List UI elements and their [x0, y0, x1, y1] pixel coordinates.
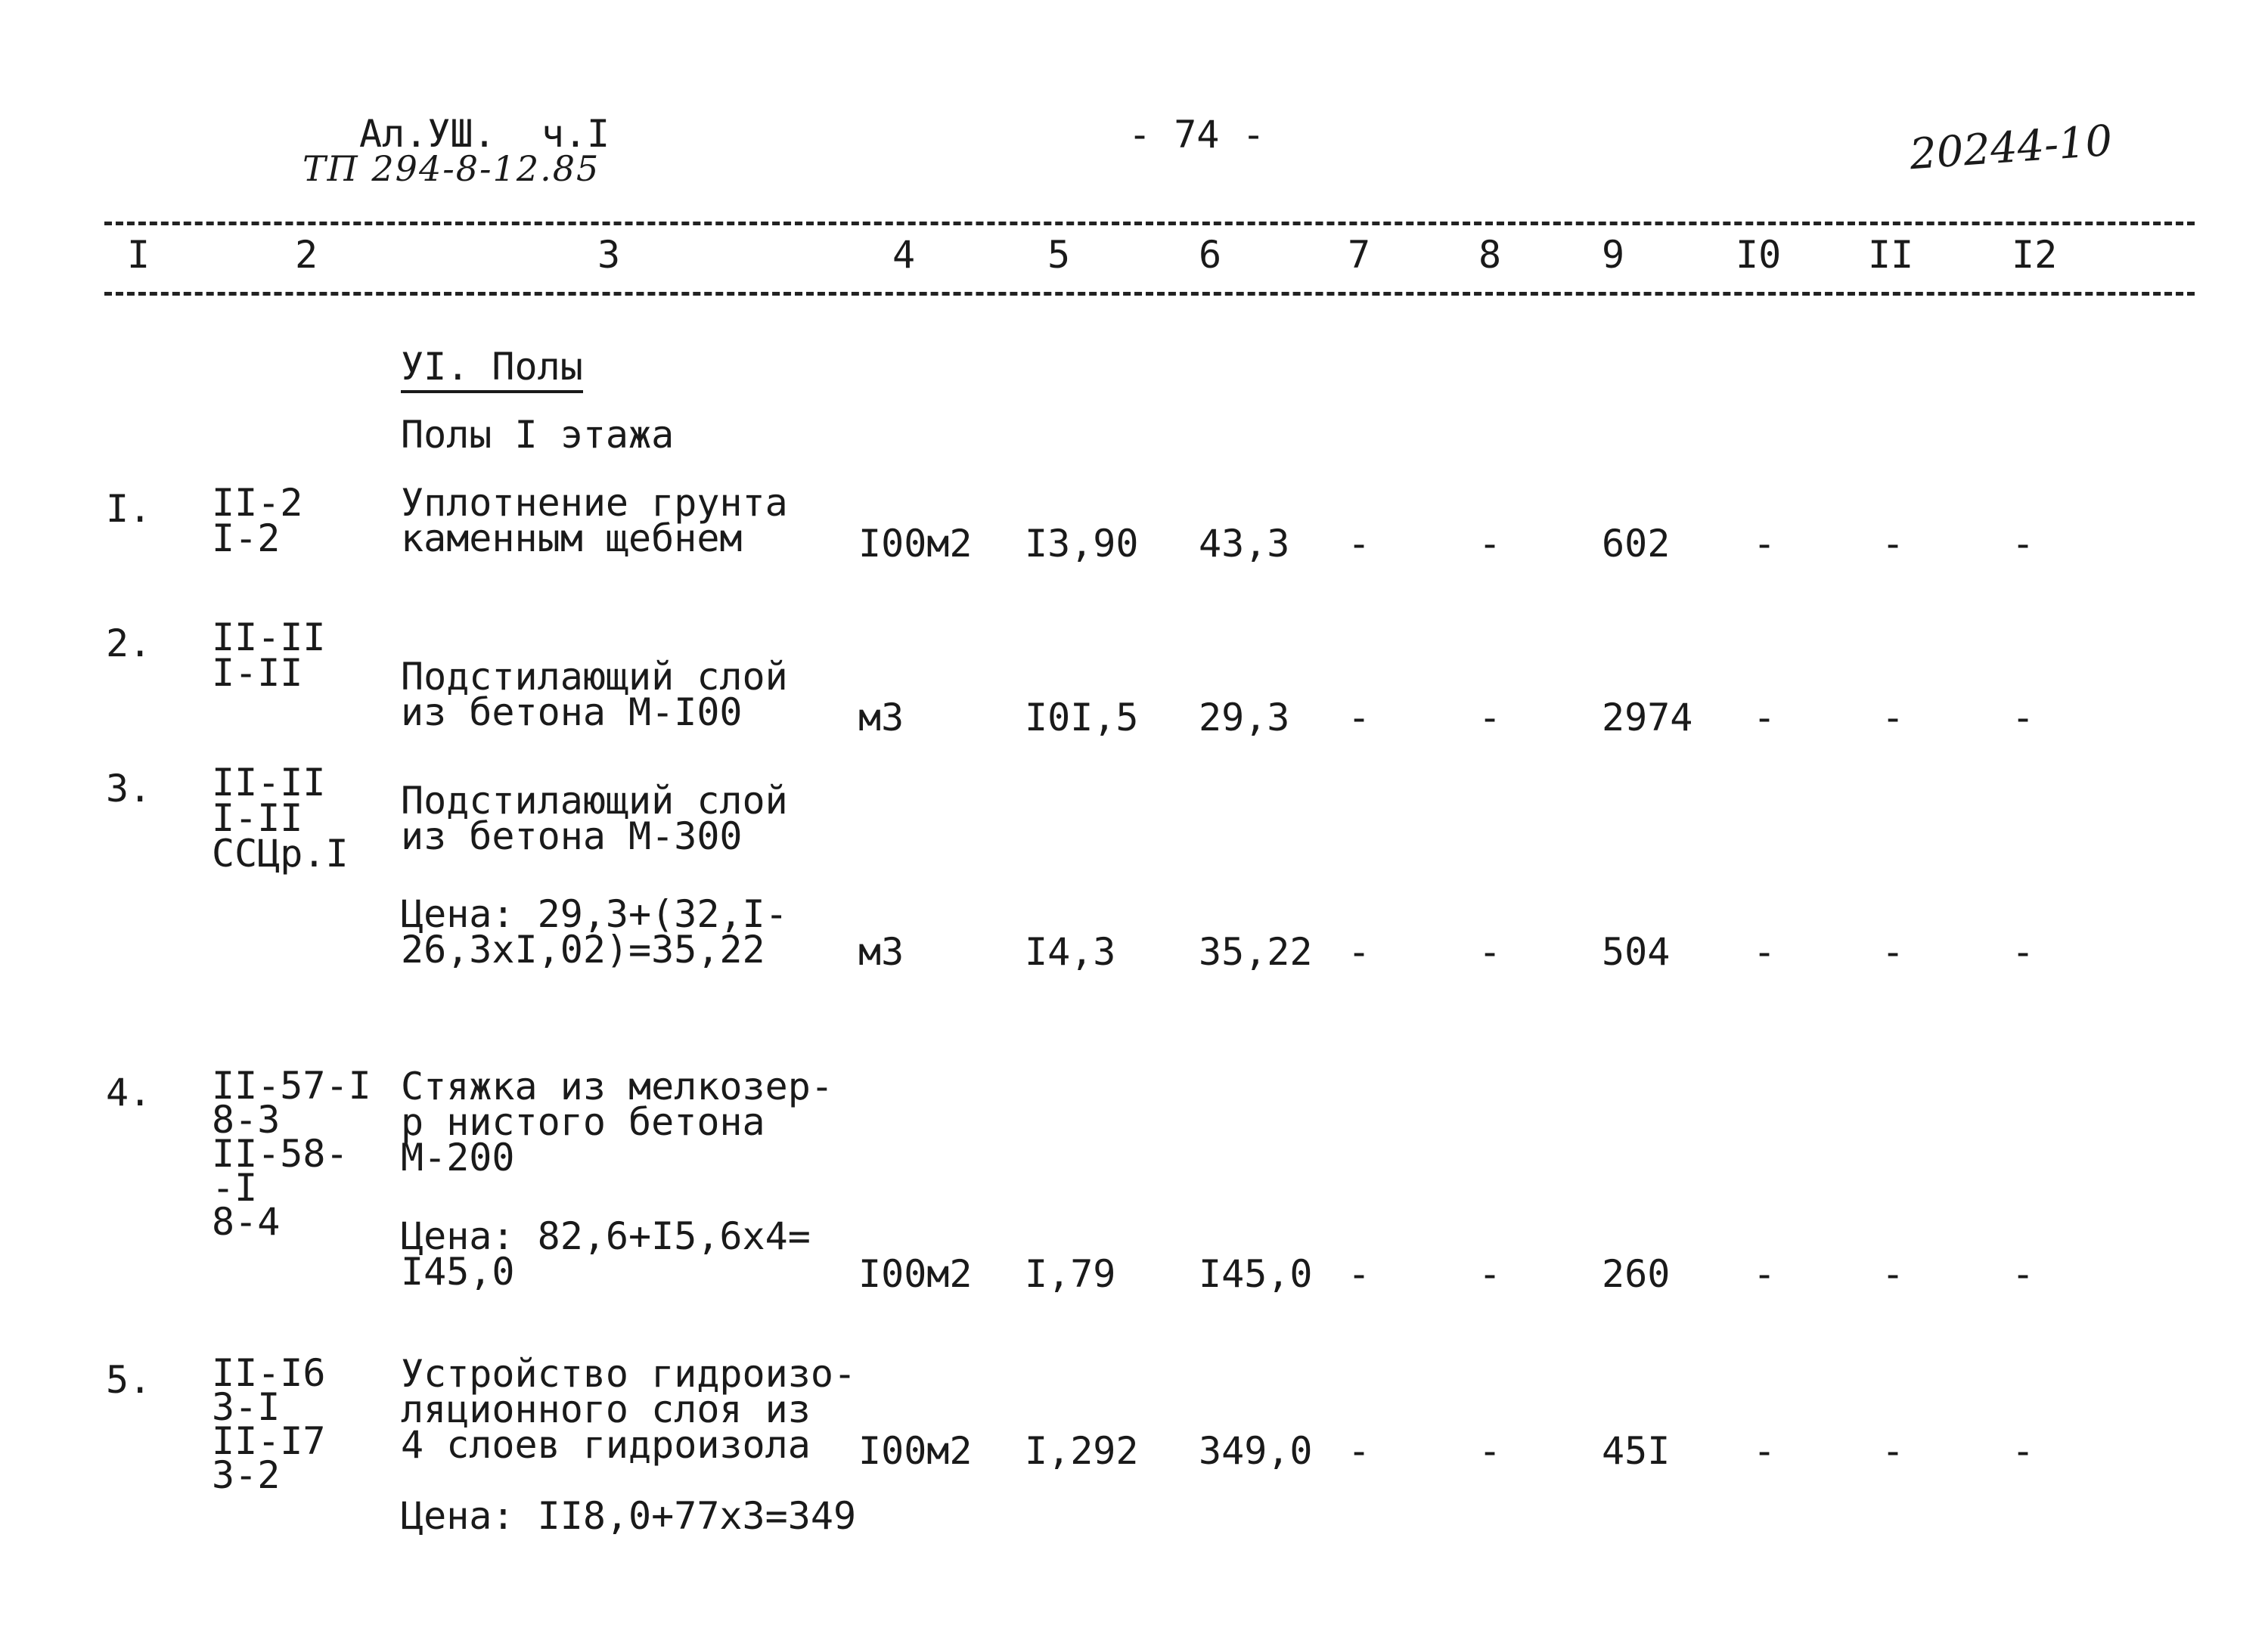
row-col10: -	[1753, 696, 1776, 739]
section-subtitle: Полы I этажа	[401, 413, 675, 457]
row-col11: -	[1882, 522, 1905, 566]
row-description: Подстилающий слой из бетона М-300	[401, 779, 788, 858]
column-header-10: I0	[1736, 233, 1782, 277]
row-number: I.	[106, 487, 152, 531]
row-total: 2974	[1602, 696, 1693, 739]
row-col7: -	[1348, 696, 1371, 739]
project-code: ТП 294-8-12.85	[303, 148, 600, 189]
row-col7: -	[1348, 1429, 1371, 1473]
row-col8: -	[1478, 696, 1502, 739]
column-header-7: 7	[1348, 233, 1371, 277]
row-description: Стяжка из мелкозер- р нистого бетона М-200	[401, 1065, 833, 1180]
row-number: 5.	[106, 1358, 152, 1402]
row-codes: II-2 I-2	[212, 481, 303, 560]
column-header-5: 5	[1047, 233, 1071, 277]
row-col10: -	[1753, 522, 1776, 566]
row-price-note: Цена: II8,0+77х3=349	[401, 1494, 857, 1538]
row-col10: -	[1753, 1252, 1776, 1296]
column-header-6: 6	[1199, 233, 1222, 277]
row-number: 2.	[106, 622, 152, 665]
row-unit: I00м2	[858, 1429, 973, 1473]
album-label: Ал.УШ. ч.I	[359, 112, 610, 156]
column-header-8: 8	[1478, 233, 1502, 277]
row-unit: I00м2	[858, 1252, 973, 1296]
row-col12: -	[2012, 696, 2035, 739]
row-quantity: I4,3	[1025, 930, 1116, 974]
row-codes: II-II I-II	[212, 615, 326, 695]
row-price-note: Цена: 29,3+(32,I- 26,3хI,02)=35,22	[401, 892, 788, 972]
row-price: 29,3	[1199, 696, 1290, 739]
row-col7: -	[1348, 930, 1371, 974]
row-col10: -	[1753, 930, 1776, 974]
row-price-note: Цена: 82,6+I5,6х4= I45,0	[401, 1214, 811, 1294]
column-header-1: I	[127, 233, 150, 277]
row-col7: -	[1348, 1252, 1371, 1296]
row-quantity: I3,90	[1025, 522, 1139, 566]
header-rule-top	[104, 222, 2195, 225]
column-header-4: 4	[892, 233, 916, 277]
row-number: 3.	[106, 767, 152, 811]
row-codes: II-I6 3-I II-I7 3-2	[212, 1351, 326, 1497]
row-price: I45,0	[1199, 1252, 1313, 1296]
row-price: 349,0	[1199, 1429, 1313, 1473]
row-codes: II-II I-II ССЦр.I	[212, 761, 349, 876]
row-col11: -	[1882, 930, 1905, 974]
row-quantity: I,79	[1025, 1252, 1116, 1296]
row-unit: м3	[858, 930, 904, 974]
column-header-12: I2	[2012, 233, 2058, 277]
column-header-3: 3	[597, 233, 621, 277]
row-unit: м3	[858, 696, 904, 739]
row-quantity: I,292	[1025, 1429, 1139, 1473]
section-title: УI. Полы	[401, 348, 583, 393]
page-number: - 74 -	[1128, 113, 1265, 157]
row-col12: -	[2012, 522, 2035, 566]
row-col7: -	[1348, 522, 1371, 566]
row-quantity: I0I,5	[1025, 696, 1139, 739]
row-unit: I00м2	[858, 522, 973, 566]
column-header-2: 2	[295, 233, 318, 277]
row-description: Уплотнение грунта каменным щебнем	[401, 481, 788, 560]
row-number: 4.	[106, 1071, 152, 1114]
row-price: 43,3	[1199, 522, 1290, 566]
row-col8: -	[1478, 930, 1502, 974]
row-col11: -	[1882, 1429, 1905, 1473]
row-total: 45I	[1602, 1429, 1671, 1473]
row-col10: -	[1753, 1429, 1776, 1473]
column-header-9: 9	[1602, 233, 1625, 277]
row-col12: -	[2012, 1429, 2035, 1473]
row-description: Подстилающий слой из бетона М-I00	[401, 655, 788, 734]
row-col11: -	[1882, 696, 1905, 739]
row-col8: -	[1478, 1252, 1502, 1296]
row-price: 35,22	[1199, 930, 1313, 974]
column-header-11: II	[1868, 233, 1914, 277]
row-col12: -	[2012, 1252, 2035, 1296]
row-col11: -	[1882, 1252, 1905, 1296]
row-total: 504	[1602, 930, 1671, 974]
row-col8: -	[1478, 1429, 1502, 1473]
row-col8: -	[1478, 522, 1502, 566]
row-total: 260	[1602, 1252, 1671, 1296]
row-codes: II-57-I 8-3 II-58- -I 8-4	[212, 1064, 371, 1244]
row-col12: -	[2012, 930, 2035, 974]
header-rule-bottom	[104, 292, 2195, 296]
row-description: Устройство гидроизо- ляционного слоя из 4 слоев гидроизола	[401, 1352, 857, 1467]
document-code: 20244-10	[1908, 116, 2114, 180]
row-total: 602	[1602, 522, 1671, 566]
